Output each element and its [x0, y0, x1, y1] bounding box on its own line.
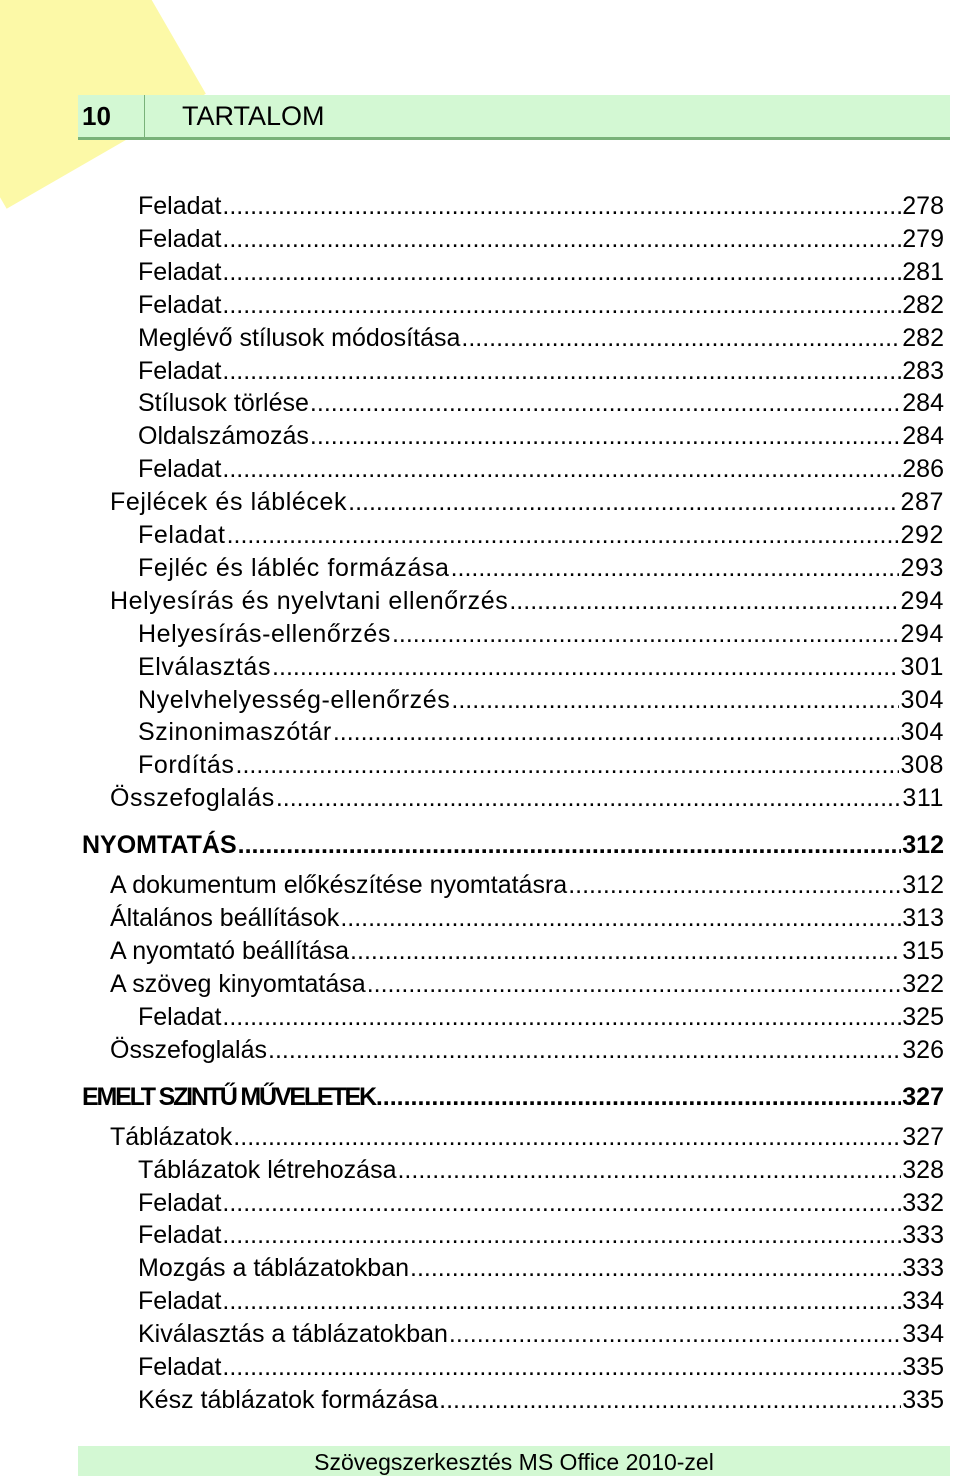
toc-leader-dots — [268, 1035, 901, 1065]
toc-entry-title: NYOMTATÁS — [82, 831, 237, 860]
toc-entry[interactable] — [110, 966, 944, 999]
toc-page-number: 334 — [902, 1320, 944, 1349]
toc-entry[interactable] — [138, 418, 944, 451]
toc-entry-title: Összefoglalás — [110, 1035, 268, 1064]
toc-entry[interactable] — [138, 353, 944, 386]
toc-page-number: 311 — [902, 784, 944, 813]
toc-entry-title: Szinonimaszótár — [138, 718, 332, 747]
toc-entry-title: Feladat — [138, 1188, 222, 1217]
toc-leader-dots — [310, 421, 901, 451]
toc-page-number: 292 — [900, 521, 944, 549]
page-header — [78, 95, 950, 140]
toc-entry[interactable] — [138, 999, 944, 1032]
toc-entry-title: Fordítás — [138, 751, 235, 780]
toc-page-number: 284 — [902, 389, 944, 418]
toc-page-number: 334 — [902, 1287, 944, 1316]
toc-leader-dots — [222, 257, 901, 287]
toc-entry-title: Általános beállítások — [110, 904, 340, 933]
toc-entry-title: Táblázatok létrehozása — [138, 1155, 397, 1184]
toc-page-number: 313 — [902, 904, 944, 933]
toc-entry[interactable] — [138, 1152, 944, 1185]
toc-page-number: 283 — [902, 356, 944, 385]
toc-entry-title: Helyesírás és nyelvtani ellenőrzés — [110, 586, 509, 615]
toc-entry[interactable] — [110, 900, 944, 933]
toc-entry[interactable] — [138, 385, 944, 418]
toc-entry-title: Feladat — [138, 1221, 222, 1250]
toc-page-number: 315 — [902, 937, 944, 965]
page-title: TARTALOM — [182, 101, 325, 131]
toc-page-number: 284 — [902, 422, 944, 451]
toc-page-number: 312 — [902, 871, 944, 900]
toc-entry-title: Feladat — [138, 1287, 222, 1316]
toc-page-number: 281 — [902, 257, 944, 286]
toc-leader-dots — [451, 685, 899, 715]
toc-entry[interactable] — [138, 1316, 944, 1349]
toc-leader-dots — [449, 1319, 901, 1349]
toc-entry-title: Feladat — [138, 192, 222, 220]
toc-entry-title: Feladat — [138, 521, 226, 549]
toc-entry-title: Helyesírás-ellenőrzés — [138, 619, 391, 648]
toc-page-number: 322 — [902, 969, 944, 998]
toc-entry[interactable] — [138, 254, 944, 287]
toc-entry-title: Fejlécek és láblécek — [110, 488, 348, 517]
toc-leader-dots — [568, 870, 901, 900]
toc-page-number: 294 — [900, 586, 944, 615]
toc-page-number: 333 — [902, 1254, 944, 1283]
toc-entry[interactable] — [138, 1217, 944, 1250]
toc-page-number: 304 — [900, 718, 944, 747]
toc-entry[interactable] — [138, 747, 944, 780]
toc-entry-title: Feladat — [138, 1353, 222, 1381]
toc-leader-dots — [376, 1082, 901, 1112]
toc-chapter[interactable] — [82, 827, 944, 860]
toc-entry[interactable] — [110, 780, 944, 813]
toc-entry-title: Elválasztás — [138, 652, 272, 681]
toc-leader-dots — [276, 783, 902, 813]
toc-entry-title: A nyomtató beállítása — [110, 937, 350, 965]
toc-leader-dots — [451, 553, 900, 583]
toc-page-number: 328 — [902, 1155, 944, 1184]
toc-page-number: 304 — [900, 685, 944, 714]
toc-page-number: 308 — [900, 751, 944, 780]
toc-page-number: 312 — [902, 831, 944, 860]
toc-entry-title: Feladat — [138, 356, 222, 385]
toc-entry-title: Nyelvhelyesség-ellenőrzés — [138, 685, 451, 714]
toc-leader-dots — [222, 454, 901, 484]
page-number: 10 — [82, 101, 111, 131]
toc-entry[interactable] — [138, 1283, 944, 1316]
toc-entry[interactable] — [110, 484, 944, 517]
footer-text: Szövegszerkesztés MS Office 2010-zel — [314, 1449, 714, 1475]
toc-entry[interactable] — [138, 1382, 944, 1415]
toc-leader-dots — [350, 936, 901, 966]
toc-entry-title: Stílusok törlése — [138, 389, 309, 418]
toc-entry[interactable] — [138, 188, 944, 221]
toc-leader-dots — [410, 1253, 901, 1283]
toc-entry[interactable] — [138, 221, 944, 254]
toc-leader-dots — [236, 750, 900, 780]
toc-entry-title: Feladat — [138, 455, 222, 484]
toc-page-number: 335 — [902, 1353, 944, 1381]
toc-leader-dots — [310, 388, 901, 418]
toc-entry-title: Kész táblázatok formázása — [138, 1385, 439, 1414]
toc-page-number: 327 — [902, 1082, 944, 1111]
toc-page-number: 278 — [902, 192, 944, 220]
toc-entry[interactable] — [138, 1185, 944, 1218]
toc-leader-dots — [222, 1286, 901, 1316]
toc-leader-dots — [222, 1352, 901, 1382]
toc-entry-title: Feladat — [138, 1002, 222, 1031]
toc-entry[interactable] — [138, 616, 944, 649]
page-footer — [78, 1446, 950, 1476]
toc-leader-dots — [222, 356, 901, 386]
toc-entry[interactable] — [110, 1119, 944, 1152]
toc-entry-title: Táblázatok — [110, 1122, 233, 1151]
toc-page-number: 333 — [902, 1221, 944, 1250]
toc-leader-dots — [348, 487, 899, 517]
toc-entry[interactable] — [138, 649, 944, 682]
toc-leader-dots — [227, 520, 900, 550]
toc-entry-title: Oldalszámozás — [138, 422, 309, 451]
toc-entry-title: Meglévő stílusok módosítása — [138, 323, 461, 352]
toc-entry[interactable] — [138, 517, 944, 550]
toc-entry-title: Kiválasztás a táblázatokban — [138, 1320, 448, 1349]
toc-entry-title: A szöveg kinyomtatása — [110, 969, 366, 998]
toc-entry[interactable] — [110, 1032, 944, 1065]
toc-page-number: 286 — [902, 455, 944, 484]
toc-leader-dots — [222, 1220, 901, 1250]
toc-entry[interactable] — [138, 550, 944, 583]
toc-entry[interactable] — [110, 583, 944, 616]
toc-entry[interactable] — [138, 714, 944, 747]
header-divider — [144, 95, 145, 140]
toc-leader-dots — [222, 1002, 901, 1032]
toc-page-number: 326 — [902, 1035, 944, 1064]
toc-page-number: 301 — [900, 652, 944, 681]
toc-page-number: 282 — [902, 290, 944, 319]
toc-entry[interactable] — [138, 287, 944, 320]
toc-entry-title: Mozgás a táblázatokban — [138, 1254, 410, 1283]
toc-leader-dots — [333, 717, 900, 747]
toc-leader-dots — [222, 191, 901, 221]
toc-chapter[interactable] — [82, 1079, 944, 1112]
toc-page-number: 279 — [902, 224, 944, 253]
toc-page-number: 294 — [900, 619, 944, 648]
toc-leader-dots — [509, 586, 899, 616]
toc-entry-title: EMELT SZINTŰ MŰVELETEK — [82, 1082, 375, 1111]
toc-leader-dots — [461, 323, 901, 353]
toc-page-number: 282 — [902, 323, 944, 352]
toc-entry[interactable] — [138, 1250, 944, 1283]
toc-page-number: 325 — [902, 1002, 944, 1031]
toc-entry[interactable] — [138, 682, 944, 715]
toc-leader-dots — [222, 224, 901, 254]
toc-leader-dots — [397, 1155, 901, 1185]
toc-leader-dots — [238, 830, 902, 860]
toc-entry[interactable] — [110, 933, 944, 966]
toc-page-number: 327 — [902, 1122, 944, 1151]
toc-entry-title: Feladat — [138, 290, 222, 319]
toc-entry[interactable] — [138, 451, 944, 484]
toc-entry-title: Feladat — [138, 257, 222, 286]
toc-leader-dots — [340, 903, 901, 933]
toc-entry-title: Összefoglalás — [110, 784, 275, 813]
toc-leader-dots — [392, 619, 900, 649]
toc-page-number: 335 — [902, 1385, 944, 1414]
toc-entry-title: Feladat — [138, 224, 222, 253]
toc-leader-dots — [233, 1122, 901, 1152]
toc-entry[interactable] — [138, 1349, 944, 1382]
toc-leader-dots — [272, 652, 899, 682]
toc-page-number: 293 — [900, 553, 944, 582]
toc-leader-dots — [367, 969, 902, 999]
toc-page-number: 332 — [902, 1188, 944, 1217]
toc-entry[interactable] — [110, 867, 944, 900]
toc-entry[interactable] — [138, 320, 944, 353]
toc-page-number: 287 — [900, 488, 944, 517]
toc-entry-title: Fejléc és lábléc formázása — [138, 553, 450, 582]
toc-entry-title: A dokumentum előkészítése nyomtatásra — [110, 871, 568, 900]
toc-leader-dots — [439, 1385, 901, 1415]
toc-leader-dots — [222, 290, 901, 320]
toc-leader-dots — [222, 1188, 901, 1218]
